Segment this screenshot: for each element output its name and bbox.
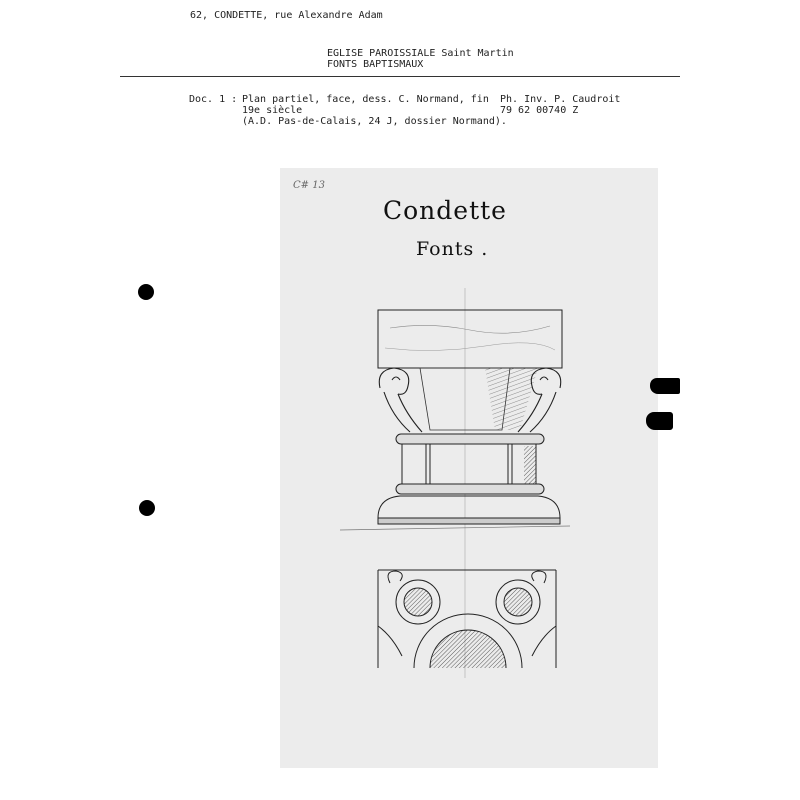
columns	[402, 444, 536, 486]
document-label: Doc. 1 :	[189, 94, 238, 105]
ground-line	[340, 526, 570, 530]
church-name: EGLISE PAROISSIALE Saint Martin	[327, 48, 514, 59]
drawing-sheet	[280, 168, 658, 768]
document-description-line-3: (A.D. Pas-de-Calais, 24 J, dossier Normand).	[242, 116, 507, 127]
photo-credit: Ph. Inv. P. Caudroit	[500, 94, 621, 105]
archive-reference: C# 13	[293, 180, 325, 191]
sketch-title: Condette	[383, 196, 507, 225]
sketch-subtitle: Fonts .	[416, 238, 489, 260]
record-address: 62, CONDETTE, rue Alexandre Adam	[190, 10, 383, 21]
plan-view	[378, 570, 556, 668]
binder-tab-top	[650, 378, 680, 394]
document-description-line-1: Plan partiel, face, dess. C. Normand, fin	[242, 94, 489, 105]
header-divider	[120, 76, 680, 77]
lower-ring	[396, 484, 544, 494]
punch-hole-bottom	[139, 500, 155, 516]
upper-ring	[396, 434, 544, 444]
font-basin	[378, 310, 562, 368]
left-volute	[379, 368, 422, 432]
font-base	[378, 496, 560, 524]
photo-reference-number: 79 62 00740 Z	[500, 105, 579, 116]
object-title: FONTS BAPTISMAUX	[327, 59, 424, 70]
document-description-line-2: 19e siècle	[242, 105, 303, 116]
punch-hole-top	[138, 284, 154, 300]
binder-tab-bottom	[646, 412, 673, 430]
